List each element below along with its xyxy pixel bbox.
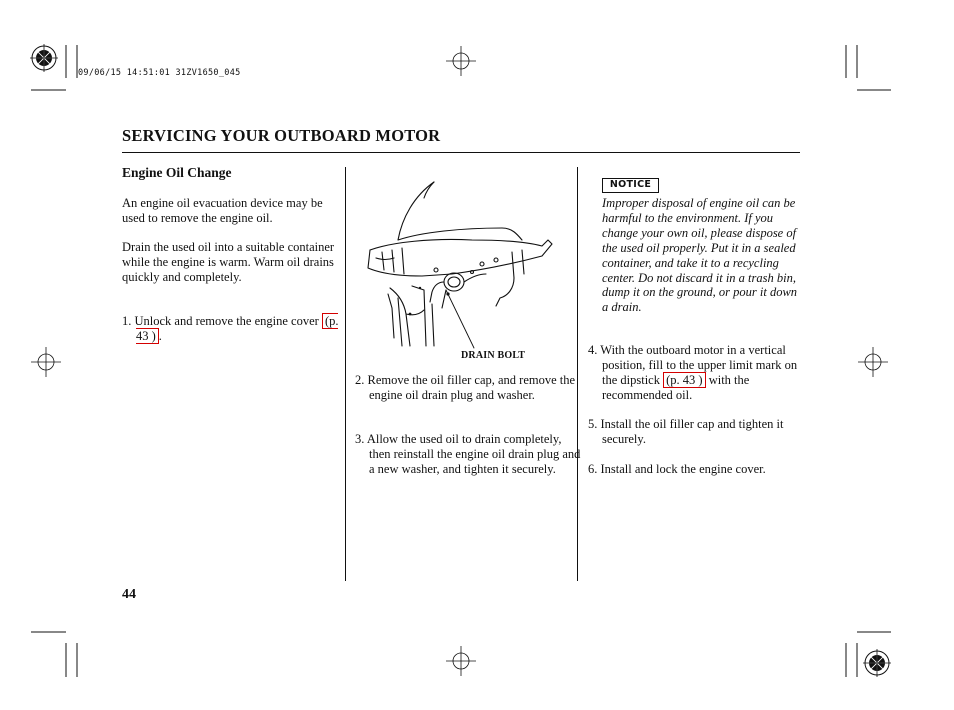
- section-title: SERVICING YOUR OUTBOARD MOTOR: [122, 126, 441, 145]
- step-number: 4.: [588, 343, 598, 357]
- step-3: [355, 432, 581, 477]
- step-number: 2.: [355, 373, 365, 387]
- step-number: 3.: [355, 432, 365, 446]
- figure-label-drain-bolt: DRAIN BOLT: [461, 350, 526, 361]
- step-number: 6.: [588, 462, 598, 476]
- step-5: [588, 417, 814, 447]
- drain-paragraph: Drain the used oil into a suitable container while the engine is warm. Warm oil drains quickly and completely.: [122, 240, 335, 284]
- step-6: [588, 462, 814, 477]
- step-number: 1.: [122, 314, 132, 328]
- registration-crosshair-icon: [31, 347, 61, 377]
- print-stamp: 09/06/15 14:51:01 31ZV1650_045: [78, 68, 241, 78]
- registration-crosshair-icon: [446, 646, 476, 676]
- step-1: [122, 314, 351, 344]
- intro-paragraph: An engine oil evacuation device may be used to remove the engine oil.: [122, 196, 323, 225]
- registration-crosshair-icon: [858, 347, 888, 377]
- step-text-continued: with the recommended oil.: [602, 372, 750, 402]
- step-suffix: .: [158, 328, 162, 343]
- notice-text: Improper disposal of engine oil can be harmful to the environment. If you change your own oil, please dispose of the used oil properly. Put it in a sealed container, and take it to a recycling center. Do not discard it in a trash bin, dump it on the ground, or pour it down a drain.: [602, 196, 798, 315]
- page-reference-link[interactable]: (p. 43 ): [663, 372, 705, 388]
- page-reference-link[interactable]: (p. 43 ): [136, 314, 339, 343]
- step-2: [355, 373, 581, 403]
- starburst-target-icon: [863, 649, 891, 677]
- step-text: Install and lock the engine cover.: [600, 462, 766, 476]
- step-text: Allow the used oil to drain completely, then reinstall the engine oil drain plug and a new washer, and tighten it securely.: [366, 432, 581, 476]
- step-text: Unlock and remove the engine cover: [134, 314, 319, 328]
- step-4: [588, 343, 810, 403]
- step-number: 5.: [588, 417, 598, 431]
- notice-badge: NOTICE: [602, 178, 659, 193]
- step-text: Remove the oil filler cap, and remove the engine oil drain plug and washer.: [367, 373, 576, 402]
- column-divider: [345, 167, 346, 581]
- step-text: Install the oil filler cap and tighten it securely.: [600, 417, 784, 446]
- outboard-motor-drain-bolt-illustration: [362, 178, 557, 350]
- starburst-target-icon: [30, 44, 58, 72]
- step-text: With the outboard motor in a vertical position, fill to the upper limit mark on the dipstick: [600, 343, 798, 387]
- page-number: 44: [122, 587, 136, 602]
- registration-crosshair-icon: [446, 46, 476, 76]
- subsection-heading: Engine Oil Change: [122, 165, 232, 180]
- section-rule: [122, 152, 800, 153]
